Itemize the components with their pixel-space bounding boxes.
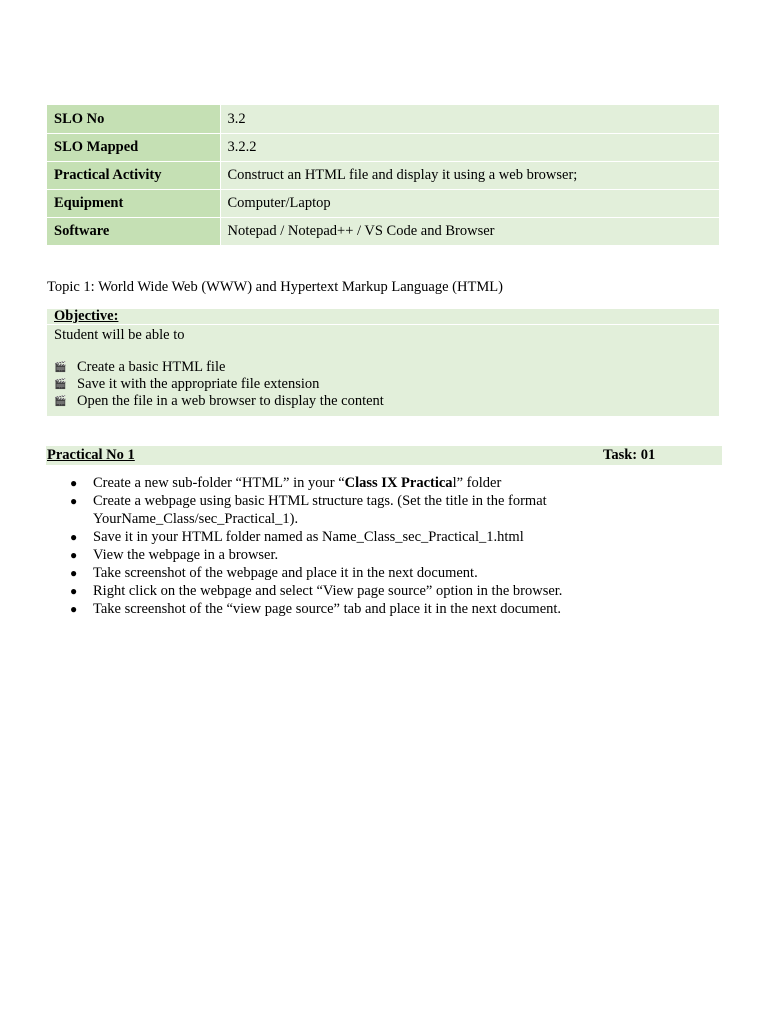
task-label: Task: 01 [603, 447, 656, 463]
equipment-value: Computer/Laptop [220, 189, 719, 217]
task-item [70, 600, 670, 618]
software-label: Software [47, 217, 220, 245]
task-item [70, 474, 670, 492]
task-item [70, 564, 670, 582]
bullet-icon: ● [70, 494, 78, 508]
bullet-icon: ● [70, 530, 78, 544]
slo-mapped-value: 3.2.2 [220, 133, 719, 161]
objective-intro: Student will be able to [54, 327, 185, 343]
clapperboard-icon: 🎬 [54, 396, 67, 407]
task-item-text-start: Create a new sub-folder “HTML” in your “ [93, 475, 345, 491]
task-item-text: Save it in your HTML folder named as Name_Class_sec_Practical_1.html [93, 529, 524, 545]
clapperboard-icon: 🎬 [54, 379, 67, 390]
slo-mapped-label: SLO Mapped [47, 133, 220, 161]
task-item [70, 582, 670, 600]
task-item-bold-folder: Class IX Practica [344, 475, 453, 491]
software-value: Notepad / Notepad++ / VS Code and Browser [220, 217, 719, 245]
task-item [70, 492, 670, 528]
slo-no-label: SLO No [47, 105, 220, 133]
equipment-row [47, 189, 719, 217]
topic-heading: Topic 1: World Wide Web (WWW) and Hypertext Markup Language (HTML) [47, 279, 503, 295]
slo-no-row [47, 105, 719, 133]
software-row [47, 217, 719, 245]
bullet-icon: ● [70, 566, 78, 580]
task-item-text: View the webpage in a browser. [93, 547, 279, 563]
objective-item [54, 359, 384, 376]
objective-item [54, 376, 384, 393]
objective-list [54, 359, 384, 410]
task-item-text: Create a webpage using basic HTML structure tags. (Set the title in the format YourName_Class/sec_Practical_1). [93, 493, 547, 527]
slo-mapped-row [47, 133, 719, 161]
equipment-label: Equipment [47, 189, 220, 217]
task-item-text: Right click on the webpage and select “View page source” option in the browser. [93, 583, 563, 599]
objective-item [54, 393, 384, 410]
task-item-text-end: l” folder [452, 475, 502, 491]
practical-activity-label: Practical Activity [47, 161, 220, 189]
clapperboard-icon: 🎬 [54, 362, 67, 373]
task-item [70, 546, 670, 564]
bullet-icon: ● [70, 476, 78, 490]
practical-activity-value: Construct an HTML file and display it using a web browser; [220, 161, 719, 189]
task-item-text: Take screenshot of the “view page source” tab and place it in the next document. [93, 601, 562, 617]
objective-box [47, 309, 719, 416]
bullet-icon: ● [70, 602, 78, 616]
task-item [70, 528, 670, 546]
bullet-icon: ● [70, 548, 78, 562]
practical-activity-row [47, 161, 719, 189]
objective-item-text: Create a basic HTML file [77, 359, 226, 375]
practical-title: Practical No 1 [47, 447, 135, 463]
objective-item-text: Open the file in a web browser to display the content [77, 393, 384, 409]
slo-no-value: 3.2 [220, 105, 719, 133]
objective-heading: Objective: [47, 309, 719, 325]
practical-heading-bar [46, 446, 722, 465]
objective-item-text: Save it with the appropriate file extension [77, 376, 320, 392]
bullet-icon: ● [70, 584, 78, 598]
slo-info-table [47, 105, 719, 246]
task-item-text: Take screenshot of the webpage and place it in the next document. [93, 565, 478, 581]
task-list [70, 474, 670, 618]
